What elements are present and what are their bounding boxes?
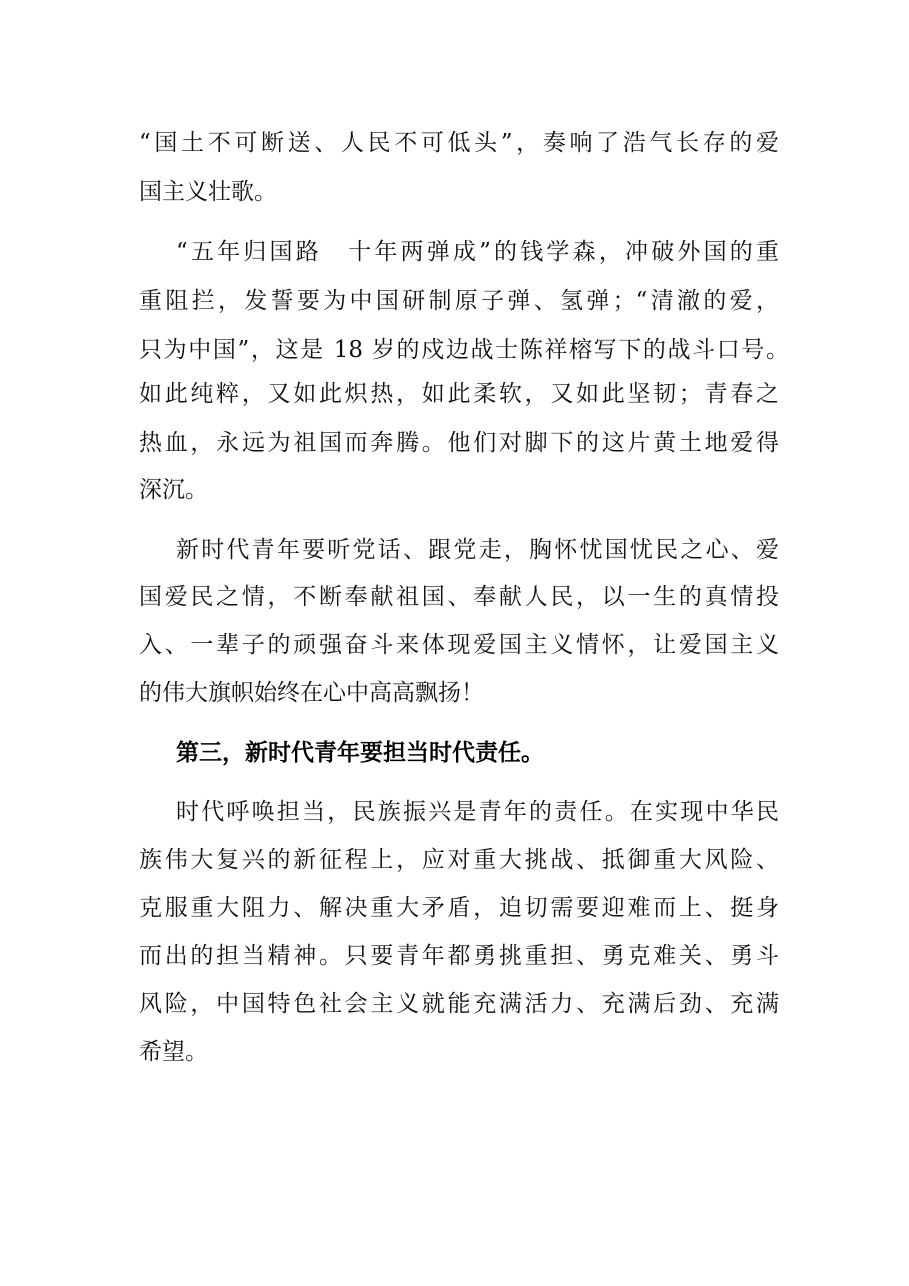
paragraph-2-line-3: 只为中国”，这是 18 岁的戍边战士陈祥榕写下的战斗口号。 [139,337,789,363]
paragraph-3-line-3: 入、一辈子的顽强奋斗来体现爱国主义情怀，让爱国主义 [139,632,779,658]
paragraph-1-line-1: “国土不可断送、人民不可低头”，奏响了浩气长存的爱 [139,130,779,156]
paragraph-4-line-1: 时代呼唤担当，民族振兴是青年的责任。在实现中华民 [176,799,779,825]
paragraph-3-line-2: 国爱民之情，不断奉献祖国、奉献人民，以一生的真情投 [139,584,779,610]
paragraph-3-line-4: 的伟大旗帜始终在心中高高飘扬！ [139,680,484,706]
paragraph-3-line-1: 新时代青年要听党话、跟党走，胸怀忧国忧民之心、爱 [176,537,779,563]
paragraph-4-line-3: 克服重大阻力、解决重大矛盾，迫切需要迎难而上、挺身 [139,895,779,921]
section-heading: 第三，新时代青年要担当时代责任。 [176,740,544,766]
paragraph-4-line-5: 风险，中国特色社会主义就能充满活力、充满后劲、充满 [139,991,779,1017]
paragraph-2-line-1: “五年归国路 十年两弹成”的钱学森，冲破外国的重 [176,239,779,265]
paragraph-2-line-2: 重阻拦，发誓要为中国研制原子弹、氢弹；“清澈的爱， [139,288,779,314]
paragraph-4-line-6: 希望。 [139,1039,208,1065]
paragraph-2-line-6: 深沉。 [139,477,208,503]
paragraph-4-line-4: 而出的担当精神。只要青年都勇挑重担、勇克难关、勇斗 [139,943,779,969]
paragraph-4-line-2: 族伟大复兴的新征程上，应对重大挑战、抵御重大风险、 [139,847,779,873]
paragraph-1-line-2: 国主义壮歌。 [139,179,277,205]
paragraph-2-line-4: 如此纯粹，又如此炽热，如此柔软，又如此坚韧；青春之 [139,381,779,407]
paragraph-2-line-5: 热血，永远为祖国而奔腾。他们对脚下的这片黄土地爱得 [139,430,779,456]
